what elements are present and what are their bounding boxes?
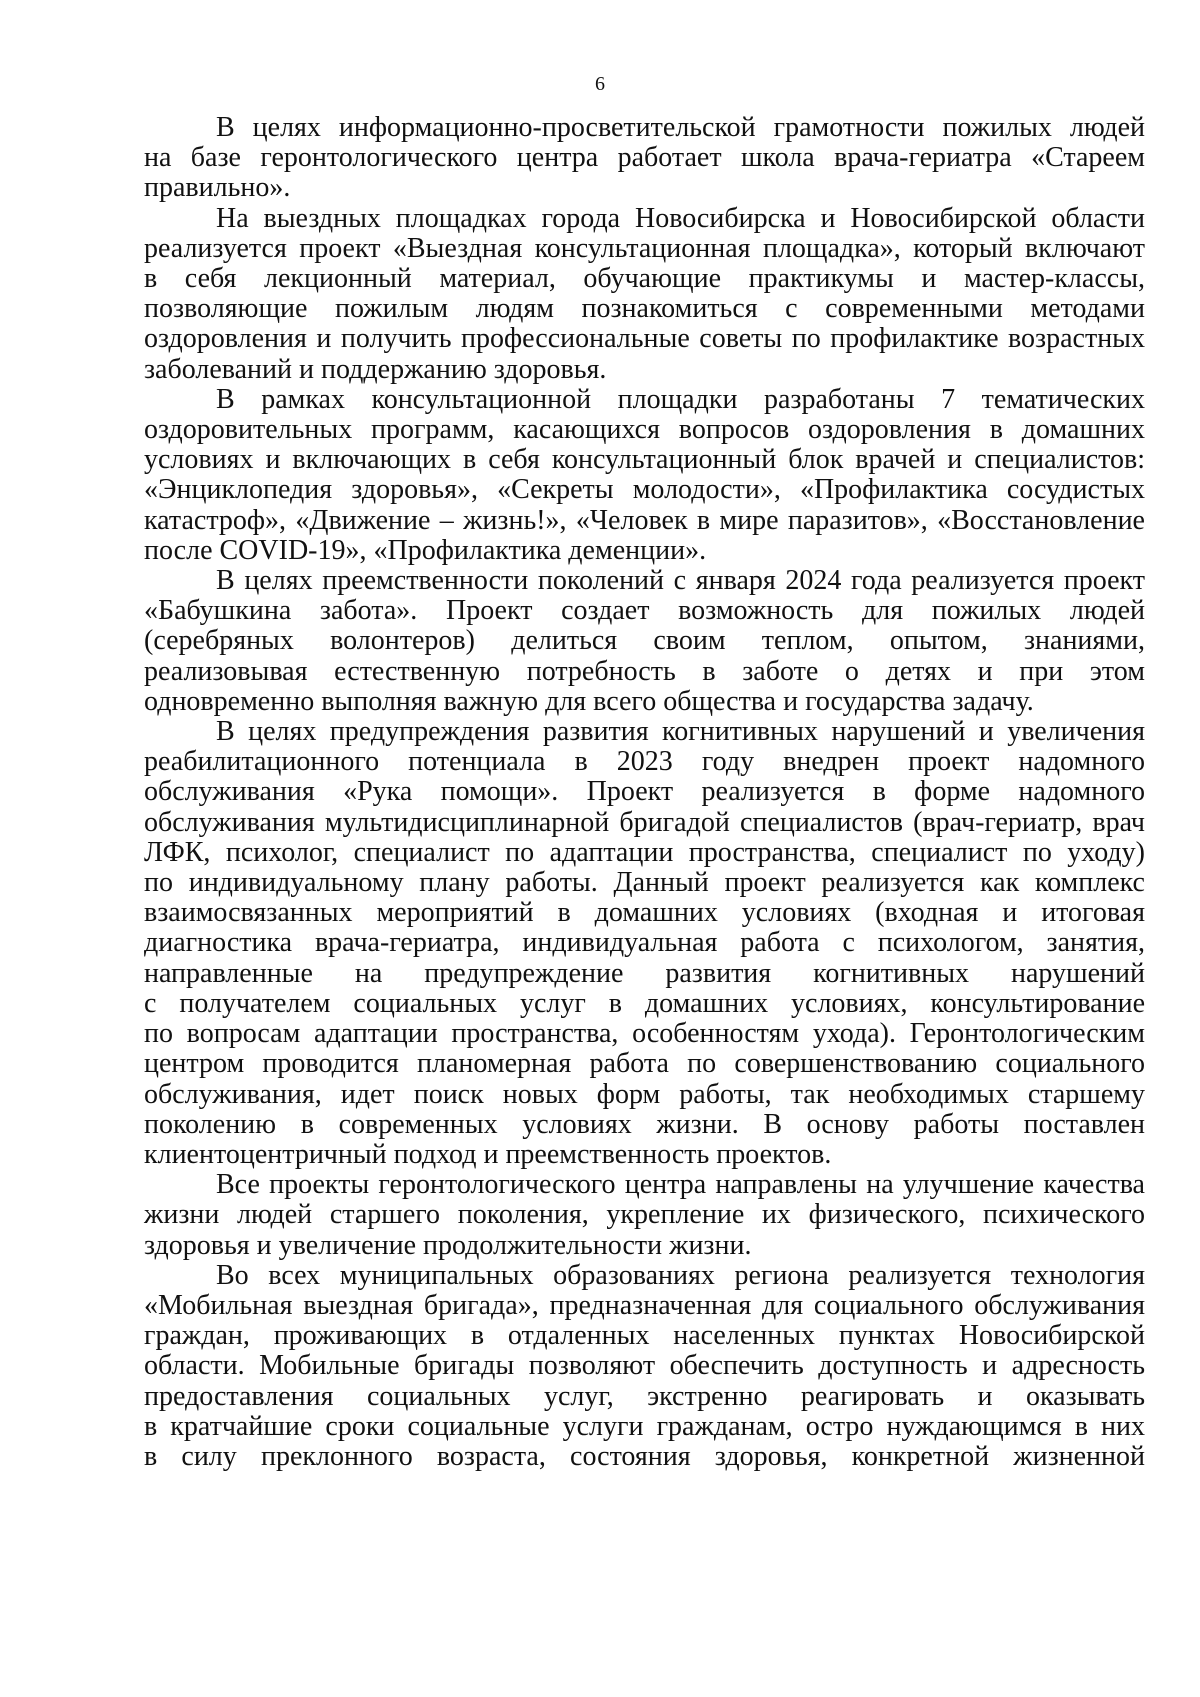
text-line: по вопросам адаптации пространства, особенностям ухода). Геронтологическим	[144, 1018, 1145, 1050]
document-body	[144, 113, 1145, 1472]
text-line: на базе геронтологического центра работает школа врача-гериатра «Стареем	[144, 142, 1145, 174]
text-line: правильно».	[144, 172, 291, 204]
paragraph	[144, 717, 1145, 1170]
text-line: здоровья и увеличение продолжительности жизни.	[144, 1229, 752, 1261]
text-line: В рамках консультационной площадки разработаны 7 тематических	[216, 383, 1145, 415]
text-line: заболеваний и поддержанию здоровья.	[144, 353, 607, 385]
paragraph	[144, 566, 1145, 717]
text-line: поколению в современных условиях жизни. В основу работы поставлен	[144, 1108, 1145, 1140]
text-line: в себя лекционный материал, обучающие практикумы и мастер-классы,	[144, 263, 1145, 295]
text-line: предоставления социальных услуг, экстренно реагировать и оказывать	[144, 1380, 1145, 1412]
text-line: оздоровления и получить профессиональные советы по профилактике возрастных	[144, 323, 1145, 355]
text-line: направленные на предупреждение развития когнитивных нарушений	[144, 957, 1145, 989]
text-line: реализовывая естественную потребность в заботе о детях и при этом	[144, 655, 1145, 687]
text-line: «Мобильная выездная бригада», предназначенная для социального обслуживания	[144, 1289, 1145, 1321]
text-line: обслуживания «Рука помощи». Проект реализуется в форме надомного	[144, 776, 1145, 808]
text-line: обслуживания мультидисциплинарной бригадой специалистов (врач-гериатр, врач	[144, 806, 1145, 838]
text-line: по индивидуальному плану работы. Данный проект реализуется как комплекс	[144, 867, 1145, 899]
text-line: жизни людей старшего поколения, укрепление их физического, психического	[144, 1199, 1145, 1231]
text-line: реализуется проект «Выездная консультационная площадка», который включают	[144, 232, 1145, 264]
text-line: Все проекты геронтологического центра направлены на улучшение качества	[216, 1169, 1145, 1201]
text-line: с получателем социальных услуг в домашних условиях, консультирование	[144, 987, 1145, 1019]
text-line: реабилитационного потенциала в 2023 году внедрен проект надомного	[144, 746, 1145, 778]
text-line: в кратчайшие сроки социальные услуги гражданам, остро нуждающимся в них	[144, 1410, 1145, 1442]
text-line: в силу преклонного возраста, состояния здоровья, конкретной жизненной	[144, 1440, 1145, 1472]
text-line: диагностика врача-гериатра, индивидуальная работа с психологом, занятия,	[144, 927, 1145, 959]
paragraph	[144, 385, 1145, 566]
text-line: центром проводится планомерная работа по совершенствованию социального	[144, 1048, 1145, 1080]
page-number: 6	[595, 73, 605, 95]
text-line: В целях преемственности поколений с января 2024 года реализуется проект	[216, 565, 1145, 597]
text-line: ЛФК, психолог, специалист по адаптации пространства, специалист по уходу)	[144, 836, 1145, 868]
text-line: В целях предупреждения развития когнитивных нарушений и увеличения	[216, 716, 1145, 748]
text-line: обслуживания, идет поиск новых форм работы, так необходимых старшему	[144, 1078, 1145, 1110]
text-line: клиентоцентричный подход и преемственность проектов.	[144, 1138, 832, 1170]
text-line: «Бабушкина забота». Проект создает возможность для пожилых людей	[144, 595, 1145, 627]
text-line: позволяющие пожилым людям познакомиться с современными методами	[144, 293, 1145, 325]
text-line: На выездных площадках города Новосибирска и Новосибирской области	[216, 202, 1145, 234]
paragraph	[144, 204, 1145, 385]
text-line: «Энциклопедия здоровья», «Секреты молодости», «Профилактика сосудистых	[144, 474, 1145, 506]
paragraph	[144, 113, 1145, 204]
text-line: Во всех муниципальных образованиях региона реализуется технология	[216, 1259, 1145, 1291]
text-line: (серебряных волонтеров) делиться своим теплом, опытом, знаниями,	[144, 625, 1145, 657]
paragraph	[144, 1261, 1145, 1472]
text-line: одновременно выполняя важную для всего общества и государства задачу.	[144, 685, 1034, 717]
text-line: катастроф», «Движение – жизнь!», «Человек в мире паразитов», «Восстановление	[144, 504, 1145, 536]
text-line: граждан, проживающих в отдаленных населенных пунктах Новосибирской	[144, 1320, 1145, 1352]
text-line: оздоровительных программ, касающихся вопросов оздоровления в домашних	[144, 414, 1145, 446]
paragraph	[144, 1170, 1145, 1261]
text-line: взаимосвязанных мероприятий в домашних условиях (входная и итоговая	[144, 897, 1145, 929]
text-line: области. Мобильные бригады позволяют обеспечить доступность и адресность	[144, 1350, 1145, 1382]
text-line: В целях информационно-просветительской грамотности пожилых людей	[216, 112, 1145, 143]
text-line: условиях и включающих в себя консультационный блок врачей и специалистов:	[144, 444, 1145, 476]
text-line: после COVID-19», «Профилактика деменции».	[144, 534, 707, 566]
